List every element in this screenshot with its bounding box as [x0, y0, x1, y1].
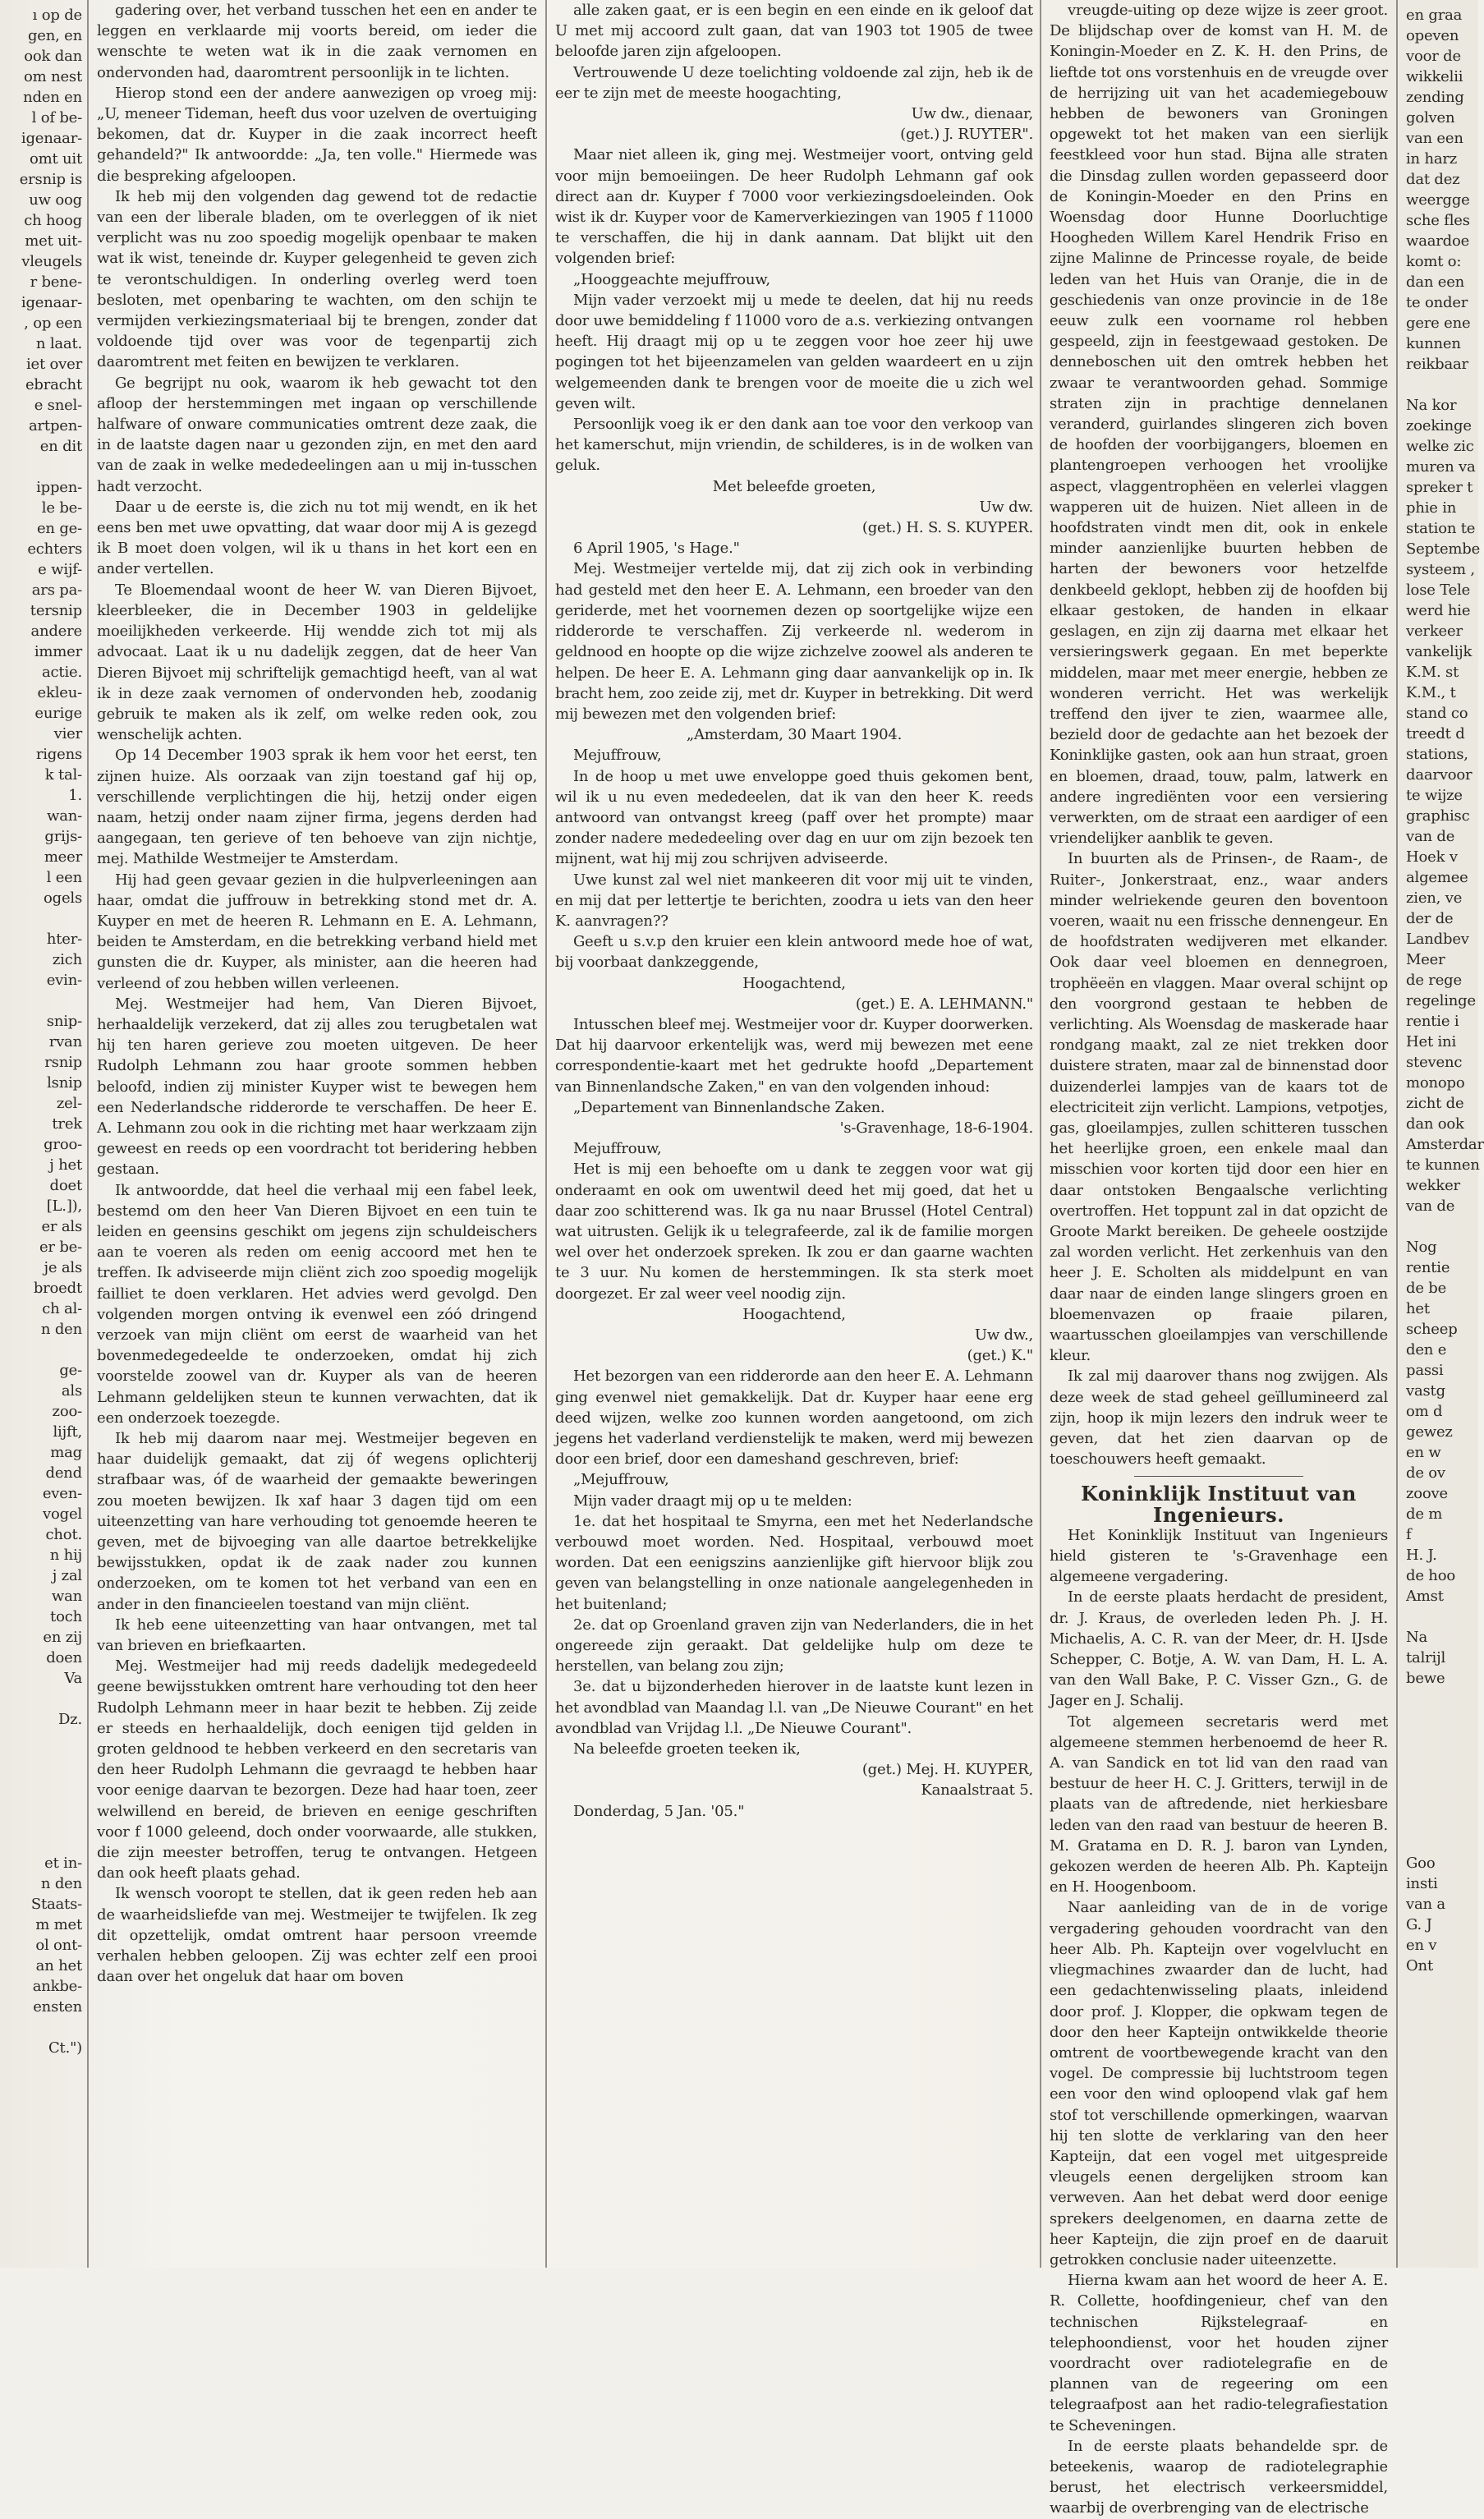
edge-text-fragment: l een: [46, 869, 82, 886]
edge-text-fragment: dan ook: [1406, 1115, 1464, 1133]
article-paragraph: Te Bloemendaal woont de heer W. van Dieren Bijvoet, kleerbleeker, die in December 1903 in geldelijke moeilijkheden verkeerde. Hij wendde zich tot mij als advocaat. Laat ik u nu dadelijk zeggen, dat de heer Van Dieren Bijvoet mij schriftelijk gemachtigd heeft, van al wat ik in deze zaak vernomen of ondervonden heb, zoodanig gebruik te maken als ik zelf, om welke reden ook, zou wenschelijk achten.: [97, 581, 537, 744]
article-paragraph: Daar u de eerste is, die zich nu tot mij wendt, en ik het eens ben met uwe opvatting, dat waar door mij A is gezegd ik B moet doen volgen, wil ik u thans in het kort een en ander vertellen.: [97, 498, 537, 578]
article-paragraph: In de hoop u met uwe enveloppe goed thuis gekomen bent, wil ik u nu even mededeelen, dat ik van den heer K. reeds antwoord van ontvangst kreeg (paff over het prompte) maar zonder nadere mededeeling over dag en uur om zijn bezoek ten mijnent, wat hij mij zou schrijven adviseerde.: [555, 767, 1033, 868]
edge-text-fragment: vankelijk: [1406, 643, 1473, 660]
edge-text-fragment: werd hie: [1406, 602, 1471, 619]
edge-text-fragment: broedt: [33, 1280, 82, 1297]
edge-text-fragment: met uit-: [25, 232, 82, 250]
edge-text-fragment: groo-: [44, 1136, 82, 1153]
edge-text-fragment: [0, 1791, 82, 1812]
signature-line: (get.) K.": [967, 1347, 1033, 1365]
article-paragraph: Ik antwoordde, dat heel die verhaal mij een fabel leek, bestemd om den heer Van Dieren Bijvoet en een tuin te leiden en geensins geschikt om jegens zijn schuldeischers aan te voeren als reden om eenig accoord met hen te treffen. Ik adviseerde mijn cliënt zich zoo spoedig mogelijk failliet te doen verklaren. Het advies werd gevolgd. Den volgenden morgen ontving ik evenwel een zóó dringend verzoek van mijn cliënt om eerst de waarheid van het bovenmedegedeelde te onderzoeken, omdat hij zich voorstelde zoowel van dr. Kuyper als van de heeren Lehmann geldelijken steun te kunnen verwachten, dat ik een onderzoek toezegde.: [97, 1181, 537, 1427]
edge-text-fragment: er als: [41, 1218, 82, 1235]
edge-text-fragment: lsnip: [47, 1074, 82, 1092]
edge-text-fragment: k tal-: [44, 766, 82, 784]
article-column-2: [555, 0, 1033, 2268]
edge-text-fragment: van a: [1406, 1896, 1445, 1913]
edge-text-fragment: n den: [40, 1875, 82, 1892]
edge-text-fragment: ippen-: [36, 479, 82, 496]
edge-text-fragment: zich: [52, 951, 82, 968]
article-paragraph: Geeft u s.v.p den kruier een klein antwoord mede hoe of wat, bij voorbaat dankzeggende,: [555, 933, 1033, 972]
edge-text-fragment: igenaar-: [21, 294, 82, 311]
edge-text-fragment: en ge-: [36, 520, 82, 537]
edge-text-fragment: ensten: [33, 1998, 82, 2016]
edge-text-fragment: het: [1406, 1300, 1430, 1317]
edge-text-fragment: [1406, 1791, 1478, 1812]
article-paragraph: Persoonlijk voeg ik er den dank aan toe voor den verkoop van het kamerschut, mijn vriendin, de schilderes, is in de wolken van geluk.: [555, 416, 1033, 475]
edge-text-fragment: n hij: [49, 1547, 82, 1564]
article-paragraph: Het Koninklijk Instituut van Ingenieurs hield gisteren te 's-Gravenhage een algemeene vergadering.: [1050, 1526, 1388, 1586]
article-paragraph: Vertrouwende U deze toelichting voldoende zal zijn, heb ik de eer te zijn met de meeste hoogachting,: [555, 63, 1033, 102]
edge-text-fragment: gere ene: [1406, 315, 1471, 332]
column-rule: [1396, 0, 1398, 2268]
article-paragraph: vreugde-uiting op deze wijze is zeer groot. De blijdschap over de komst van H. M. de Koningin-Moeder en Z. K. H. den Prins, de lieftde tot ons vorstenhuis en de vreugde over de herrijzing uit van het academiegebouw hebben de bewoners van Groningen opgewekt tot het maken van een sierlijk feestkleed voor hun stad. Bijna alle straten die Dinsdag zullen worden gepasseerd door de Koningin-Moeder en den Prins en Woensdag door Hunne Doorluchtige Hoogheden Willem Karel Hendrik Friso en zijne Malinne de Princesse royale, de beide leden van het Huis van Oranje, die in de geschiedenis van onze provincie in de 18e eeuw zulk een voorname rol hebben gespeeld, zijn in feestgewaad gestoken. De denneboschen uit den omtrek hebben het zwaar te verantwoorden gehad. Sommige straten zijn in prachtige dennelanen veranderd, guirlandes slingeren zich boven de hoofden der voorbijgangers, bloemen en plantengroepen verhoogen het vroolijke aspect, vlaggentrophëen en velerlei vlaggen wapperen uit de huizen. Niet alleen in de hoofdstraten vindt men dit, ook in enkele minder aanzienlijke buurten hebben de harten der bewoners voor hetzelfde denkbeeld geklopt, hebben zij de hoofden bij elkaar gestoken, de handen in elkaar geslagen, en zijn zij daarna met elkaar het versieringswerk gegaan. En met beperkte middelen, maar met meer energie, hebben ze wonderen verricht. Het was werkelijk treffend den ijver te zien, waarmee alle, bezield door de gedachte aan het bezoek der Koninklijke gasten, ook aan hun straat, groen en bloemen, draad, touw, palm, latwerk en andere ingrediënten voor een versiering verwerkten, om de straat een aardiger of een vriendelijker aanblik te geven.: [1050, 2, 1388, 848]
article-paragraph: „Mejuffrouw,: [573, 1471, 669, 1489]
edge-text-fragment: zicht de: [1406, 1095, 1464, 1112]
column-rule: [545, 0, 547, 2268]
edge-text-fragment: ch hoog: [24, 212, 82, 229]
edge-text-fragment: doet: [49, 1177, 82, 1194]
article-paragraph: In buurten als de Prinsen-, de Raam-, de Ruiter-, Jonkerstraat, enz., waar anders minder welriekende geuren den boventoon voeren, waait nu een frissche dennengeur. En de hoofdstraten wedijveren met elkander. Ook daar veel bloemen en dennegroen, trophëeën en vlaggen. Maar overal schijnt op den voorgrond gestaan te hebben de verlichting. Als Woensdag de maskerade haar rondgang maakt, zal ze niet trekken door duistere straten, maar zal de binnenstad door duizenderlei lampjes van de kaars tot de electriciteit zijn verlicht. Lampions, vetpotjes, gas, gloeilampjes, zullen schitteren tusschen het heerlijke groen, een enkele maal dan misschien voor korten tijd door een hier en daar ontstoken Bengaalsche verlichting overtroffen. Het toppunt zal in dat opzicht de Groote Markt bereiken. De geheele oostzijde zal worden verlicht. Het zerkenhuis van den heer J. E. Scholten als middelpunt en van daar naar de einden lange slingers groen en bloemenvazen op fraaie pilaren, waartusschen gloeilampjes van verschillende kleur.: [1050, 850, 1388, 1365]
edge-text-fragment: de rege: [1406, 972, 1462, 989]
edge-text-fragment: le be-: [41, 499, 82, 517]
edge-text-fragment: 1.: [68, 787, 82, 804]
article-paragraph: Mej. Westmeijer had hem, Van Dieren Bijvoet, herhaaldelijk verzekerd, dat zij alles zou terugbetalen wat hij ten haren gerieve zou moeten uitgeven. De heer Rudolph Lehmann zou haar groote sommen hebben beloofd, indien zij minister Kuyper wist te bewegen hem een Nederlandsche ridderorde te verschaffen. De heer E. A. Lehmann zou ook in die richting met haar werkzaam zijn geweest en reeds op een voordracht tot beridering hebben gestaan.: [97, 995, 537, 1179]
article-paragraph: Mejuffrouw,: [573, 747, 662, 765]
edge-text-fragment: et in-: [44, 1855, 82, 1872]
signature-line: Kanaalstraat 5.: [921, 1781, 1033, 1800]
edge-text-fragment: monopo: [1406, 1074, 1465, 1092]
edge-text-fragment: m met: [35, 1916, 82, 1933]
edge-text-fragment: talrijl: [1406, 1649, 1446, 1666]
edge-text-fragment: de m: [1406, 1505, 1443, 1523]
edge-text-fragment: n den: [40, 1321, 82, 1338]
edge-text-fragment: Ont: [1406, 1957, 1433, 1974]
edge-text-fragment: rigens: [35, 746, 82, 763]
edge-text-fragment: scheep: [1406, 1321, 1458, 1338]
edge-text-fragment: en dit: [39, 438, 82, 455]
signature-line: Uw dw.: [979, 498, 1033, 516]
edge-text-fragment: muren va: [1406, 458, 1476, 476]
signature-line: Uw dw., dienaar,: [911, 105, 1033, 123]
edge-text-fragment: n laat.: [35, 335, 82, 352]
edge-text-fragment: treedt d: [1406, 725, 1465, 742]
heading-divider: [1134, 1476, 1303, 1477]
edge-text-fragment: om nest: [24, 68, 82, 85]
section-heading: Koninklijk Instituut van Ingenieurs.: [1081, 1482, 1357, 1527]
edge-text-fragment: ekleu-: [37, 684, 82, 701]
edge-text-fragment: an het: [35, 1957, 82, 1974]
edge-text-fragment: ogels: [43, 889, 82, 907]
signature-line: (get.) J. RUYTER".: [900, 126, 1033, 144]
edge-text-fragment: meer: [44, 848, 82, 866]
article-paragraph: 3e. dat u bijzonderheden hierover in de laatste kunt lezen in het avondblad van Maandag l.l. van „De Nieuwe Courant" en het avondblad van Vrijdag l.l. „De Nieuwe Courant".: [555, 1678, 1033, 1737]
edge-text-fragment: vier: [53, 725, 82, 742]
edge-text-fragment: evin-: [46, 972, 82, 989]
edge-text-fragment: actie.: [42, 664, 82, 681]
edge-text-fragment: graphisc: [1406, 807, 1470, 825]
edge-text-fragment: wan-: [46, 807, 82, 825]
article-paragraph: Na beleefde groeten teeken ik,: [573, 1740, 801, 1758]
edge-text-fragment: rentie: [1406, 1259, 1450, 1276]
article-paragraph: Het bezorgen van een ridderorde aan den heer E. A. Lehmann ging evenwel niet gemakkelijk. Dat dr. Kuyper haar eene erg deed wijzen, welke zoo kunnen worden aangetoond, om zich jegens het vaderland verdienstelijk te maken, werd mij bewezen door een brief, door een dameshand geschreven, brief:: [555, 1368, 1033, 1469]
edge-text-fragment: H. J.: [1406, 1547, 1437, 1564]
article-paragraph: Ge begrijpt nu ook, waarom ik heb gewacht tot den afloop der herstemmingen met ingaan op verschillende halfware of onware communicaties omtrent deze zaak, die in de laatste dagen naar u gezonden zijn, en met den aard van de zaak in welke mededeelingen aan u mij in-tusschen hadt verzocht.: [97, 374, 537, 495]
edge-text-fragment: zoove: [1406, 1485, 1448, 1502]
edge-text-fragment: e wijf-: [38, 561, 82, 578]
edge-text-fragment: zel-: [56, 1095, 82, 1112]
edge-text-fragment: grijs-: [44, 828, 82, 845]
signature-line: Uw dw.,: [974, 1326, 1033, 1344]
edge-text-fragment: , op een: [24, 315, 82, 332]
edge-text-fragment: verkeer: [1406, 623, 1463, 640]
edge-text-fragment: insti: [1406, 1875, 1438, 1892]
edge-text-fragment: [0, 457, 82, 477]
edge-text-fragment: iet over: [25, 356, 82, 373]
article-paragraph: Mej. Westmeijer vertelde mij, dat zij zich ook in verbinding had gesteld met den heer E. A. Lehmann, een broeder van den geriderde, met het voornemen dezen op soortgelijke wijze een ridderorde te verschaffen. Zij verkeerde nl. wederom in geldnood en hoopte op die wijze zichzelve zoowel als anderen te helpen. De heer E. A. Lehmann ging daar aanvankelijk op in. Ik bracht hem, zoo zeide zij, met dr. Kuyper in betrekking. Dit werd mij bewezen met den volgenden brief:: [555, 560, 1033, 723]
article-paragraph: 1e. dat het hospitaal te Smyrna, een met het Nederlandsche verbouwd moet worden. Ned. Hospitaal, verbouwd moet worden. Dat een eenigszins aanzienlijke gift hiervoor blijk zou geven van belangstelling in onze nationale aangelegenheden in het buitenland;: [555, 1512, 1033, 1613]
edge-text-fragment: [1406, 1771, 1478, 1791]
edge-text-fragment: igenaar-: [21, 130, 82, 147]
edge-text-fragment: van een: [1406, 130, 1463, 147]
article-paragraph: Intusschen bleef mej. Westmeijer voor dr. Kuyper doorwerken. Dat hij daarvoor erkentelijk was, werd mij bewezen met eene correspondentie-kaart met het gedrukte hoofd „Departement van Binnenlandsche Zaken," en van den volgenden inhoud:: [555, 1015, 1033, 1096]
article-paragraph: gadering over, het verband tusschen het een en ander te leggen en verklaarde mij voorts bereid, om ieder die wenschte te weten wat ik in die zaak vernomen en ondervonden had, daaromtrent persoonlijk in te lichten.: [97, 2, 537, 81]
centered-line: Hoogachtend,: [742, 974, 846, 992]
edge-text-fragment: der de: [1406, 910, 1454, 927]
edge-text-fragment: dend: [45, 1464, 82, 1482]
article-paragraph: In de eerste plaats herdacht de president, dr. J. Kraus, de overleden leden Ph. J. H. Michaelis, A. C. R. van der Meer, dr. H. IJsde Schepper, C. Botje, A. W. van Dam, H. L. A. van den Wall Bake, P. C. Visser Gzn., G. de Jager en J. Schalij.: [1050, 1588, 1388, 1710]
edge-text-fragment: K.M., t: [1406, 684, 1456, 701]
edge-text-fragment: spreker t: [1406, 479, 1473, 496]
right-edge-column-fragment: [1406, 0, 1484, 2273]
edge-text-fragment: ch al-: [42, 1300, 82, 1317]
column-rule: [87, 0, 89, 2268]
edge-text-fragment: K.M. st: [1406, 664, 1459, 681]
edge-text-fragment: immer: [34, 643, 82, 660]
edge-text-fragment: te wijze: [1406, 787, 1463, 804]
edge-text-fragment: doen: [46, 1649, 82, 1666]
edge-text-fragment: er be-: [39, 1239, 82, 1256]
article-paragraph: Naar aanleiding van de in de vorige vergadering gehouden voordracht van den heer Alb. Ph. Kapteijn over vogelvlucht en vliegmachines zwaarder dan de lucht, had een gedachtenwisseling plaats, inleidend door prof. J. Klopper, die opkwam tegen de door den heer Kapteijn ontwikkelde theorie omtrent de voortbewegende kracht van den vogel. De compressie bij luchtstroom tegen een voor den wind oploopend vlak gaf hem stof tot verschillende opmerkingen, waarvan hij ten slotte de verklaring van den heer Kapteijn, dat een vogel met uitgespreide vleugels eenen dergelijken stroom kan verweven. Aan het debat werd door eenige sprekers deelgenomen, en daarna zette de heer Kapteijn, die zijn proef en de daaruit getrokken conclusie nader uiteenzette.: [1050, 1899, 1388, 2268]
edge-text-fragment: ı op de: [32, 7, 82, 24]
article-paragraph: Hij had geen gevaar gezien in die hulpverleeningen aan haar, omdat die juffrouw in betrekking stond met dr. A. Kuyper en met de heeren R. Lehmann en E. A. Lehmann, beiden te Amsterdam, en die betrekking verband hield met gunsten die dr. Kuyper, als minister, aan die heeren had verleend of zou hebben willen verleenen.: [97, 871, 537, 992]
edge-text-fragment: stevenc: [1406, 1054, 1463, 1071]
edge-text-fragment: [0, 1689, 82, 1709]
article-paragraph: In de eerste plaats behandelde spr. de beteekenis, waarop de radiotelegraphie berust, het electrisch verkeersmiddel, waarbij de overbrenging van de electrische: [1050, 2437, 1388, 2517]
edge-text-fragment: systeem ,: [1406, 561, 1475, 578]
edge-text-fragment: hter-: [46, 931, 82, 948]
edge-text-fragment: ersnip is: [19, 171, 82, 188]
edge-text-fragment: Ct."): [48, 2039, 82, 2057]
edge-text-fragment: gen, en: [27, 27, 82, 44]
edge-text-fragment: ars pa-: [31, 581, 82, 599]
edge-text-fragment: lijft,: [53, 1423, 82, 1441]
centered-line: Met beleefde groeten,: [712, 477, 876, 495]
article-paragraph: Hierna kwam aan het woord de heer A. E. R. Collette, hoofdingenieur, chef van den technischen Rijkstelegraaf- en telephoondienst, voor het houden zijner voordracht over radiotelegrafie en de plannen van de regeering om een telegraafpost aan het radio-telegrafiestation te Scheveningen.: [1050, 2272, 1388, 2434]
edge-text-fragment: snip-: [46, 1013, 82, 1030]
edge-text-fragment: [1406, 1689, 1478, 1709]
edge-text-fragment: van de: [1406, 828, 1455, 845]
edge-text-fragment: dat dez: [1406, 171, 1460, 188]
edge-text-fragment: te onder: [1406, 294, 1468, 311]
article-paragraph: Hierop stond een der andere aanwezigen op vroeg mij: „U, meneer Tideman, heeft dus voor uzelven de overtuiging bekomen, dat dr. Kuyper in die zaak incorrect heeft gehandeld?" Ik antwoordde: „Ja, ten volle." Hiermede was die bespreking afgeloopen.: [97, 84, 537, 185]
edge-text-fragment: den e: [1406, 1341, 1447, 1358]
edge-text-fragment: [0, 991, 82, 1011]
signature-line: 's-Gravenhage, 18-6-1904.: [839, 1119, 1033, 1137]
edge-text-fragment: uw oog: [29, 191, 82, 209]
edge-text-fragment: Goo: [1406, 1855, 1436, 1872]
edge-text-fragment: Staats-: [30, 1896, 82, 1913]
edge-text-fragment: de ov: [1406, 1464, 1445, 1482]
edge-text-fragment: vleugels: [21, 253, 82, 270]
edge-text-fragment: rentie i: [1406, 1013, 1459, 1030]
article-paragraph: Tot algemeen secretaris werd met algemeene stemmen herbenoemd de heer R. A. van Sandick en tot lid van den raad van bestuur de heer H. C. J. Gritters, terwijl in de plaats van de aftredende, niet herkiesbare leden van den raad van bestuur de heeren B. M. Gratama en D. R. J. baron van Lynden, gekozen werden de heeren Alb. Ph. Kapteijn en H. Hoogenboom.: [1050, 1712, 1388, 1896]
edge-text-fragment: station te: [1406, 520, 1476, 537]
edge-text-fragment: [0, 1771, 82, 1791]
edge-text-fragment: stand co: [1406, 705, 1468, 722]
column-rule: [1040, 0, 1041, 2268]
edge-text-fragment: Landbev: [1406, 931, 1469, 948]
edge-text-fragment: tersnip: [30, 602, 82, 619]
edge-text-fragment: [1406, 1730, 1478, 1750]
edge-text-fragment: Het ini: [1406, 1033, 1457, 1050]
edge-text-fragment: en w: [1406, 1444, 1441, 1461]
edge-text-fragment: l of be-: [31, 109, 82, 126]
edge-text-fragment: reikbaar: [1406, 356, 1468, 373]
edge-text-fragment: zoekinge: [1406, 417, 1472, 434]
edge-text-fragment: passi: [1406, 1362, 1444, 1379]
edge-text-fragment: eurige: [34, 705, 82, 722]
article-paragraph: Op 14 December 1903 sprak ik hem voor het eerst, ten zijnen huize. Als oorzaak van zijn toestand gaf hij op, verschillende verplichtingen die hij, hetzij onder eigen naam, hetzij onder naam zijner firma, jegens derden had aangegaan, ten gerieve of ten behoeve van zijn nichtje, mej. Mathilde Westmeijer te Amsterdam.: [97, 747, 537, 868]
edge-text-fragment: j zal: [52, 1567, 82, 1584]
article-paragraph: Ik heb eene uiteenzetting van haar ontvangen, met tal van brieven en briefkaarten.: [97, 1616, 537, 1655]
edge-text-fragment: [L.]),: [46, 1197, 82, 1215]
edge-text-fragment: G. J: [1406, 1916, 1432, 1933]
edge-text-fragment: zoo-: [52, 1403, 82, 1420]
edge-text-fragment: je als: [44, 1259, 82, 1276]
edge-text-fragment: kunnen: [1406, 335, 1461, 352]
edge-text-fragment: daarvoor: [1406, 766, 1473, 784]
edge-text-fragment: ge-: [59, 1362, 82, 1379]
edge-text-fragment: de be: [1406, 1280, 1447, 1297]
article-paragraph: Ik wensch vooropt te stellen, dat ik geen reden heb aan de waarheidsliefde van mej. Westmeijer te twijfelen. Ik zeg dit opzettelijk, omdat omtrent haar persoon vreemde verhalen hebben geloopen. Zij was echter zelf een prooi daan over het ongeluk dat haar om boven: [97, 1885, 537, 1986]
article-paragraph: Ik heb mij den volgenden dag gewend tot de redactie van een der liberale bladen, om te overleggen of ik niet verplicht was nu zoo spoedig mogelijk openbaar te maken wat ik wist, teneinde dr. Kuyper gelegenheid te geven zich te verontschuldigen. In onderling overleg werd toen besloten, met openbaring te wachten, om den schijn te vermijden verkiezingsmateriaal bij te brengen, zonder dat voldoende tijd over was voor de tegenpartij zich daaromtrent met feiten en bewijzen te verklaren.: [97, 187, 537, 371]
article-paragraph: Maar niet alleen ik, ging mej. Westmeijer voort, ontving geld voor mijn bemoeiingen. De heer Rudolph Lehmann gaf ook direct aan dr. Kuyper f 7000 voor verkiezingsdoeleinden. Ook wist ik dr. Kuyper voor de Kamerverkiezingen van 1905 f 11000 te verschaffen, die hij in dank aannam. Dat blijkt uit den volgenden brief:: [555, 146, 1033, 268]
edge-text-fragment: e snel-: [34, 397, 82, 414]
edge-text-fragment: [0, 1812, 82, 1832]
edge-text-fragment: Meer: [1406, 951, 1445, 968]
edge-text-fragment: vogel: [43, 1505, 82, 1523]
article-paragraph: Ik heb mij daarom naar mej. Westmeijer begeven en haar duidelijk gemaakt, dat zij óf wegens oplichterij strafbaar was, óf de waarheid der gemaakte beweringen zou moeten bewijzen. Ik xaf haar 3 dagen tijd om een uiteenzetting van hare verhouding tot genoemde heeren te geven, met de bijvoeging van alle daartoe betrekkelijke bewijsstukken, opdat ik de zaak nader zou kunnen onderzoeken, om te komen tot het verband van een en ander in den financieelen toestand van mijn cliënt.: [97, 1430, 537, 1613]
edge-text-fragment: weergge: [1406, 191, 1470, 209]
edge-text-fragment: stations,: [1406, 746, 1468, 763]
signature-line: (get.) Mej. H. KUYPER,: [861, 1761, 1033, 1779]
article-paragraph: Het is mij een behoefte om u dank te zeggen voor wat gij onderaamt en ook om uwentwil deed het mij goed, dat het u daar zoo schitterend was. Ik ga nu naar Brussel (Hotel Central) wat uitrusten. Gelijk ik u telegrafeerde, zal ik de familie morgen wel over het onderzoek spreken. Ik zou er dan gaarne wachten te 3 uur. Nu komen de herstemmingen. Ik sta sterk moet doorgezet. Er zal weer veel noodig zijn.: [555, 1161, 1033, 1303]
article-paragraph: Mejuffrouw,: [573, 1140, 662, 1158]
edge-text-fragment: [0, 1832, 82, 1853]
edge-text-fragment: Amsterdar: [1406, 1136, 1484, 1153]
edge-text-fragment: [1406, 1607, 1478, 1627]
edge-text-fragment: rvan: [48, 1033, 82, 1050]
edge-text-fragment: ankbe-: [32, 1978, 82, 1995]
article-paragraph: Mijn vader verzoekt mij u mede te deelen, dat hij nu reeds door uwe bemiddeling f 11000 voro de a.s. verkiezing ontvangen heeft. Hij draagt mij op u te zeggen voor hoe zeer hij uwe pogingen tot het bijeenzamelen van gelden waardeert en u zijn welgemeenden dank te brengen voor de moeite die u zich wel geven wilt.: [555, 291, 1033, 412]
edge-text-fragment: dan een: [1406, 274, 1465, 291]
edge-text-fragment: echters: [27, 540, 82, 558]
article-paragraph: Uwe kunst zal wel niet mankeeren dit voor mij uit te vinden, en mij dat per lettertje te berichten, zoodra u iets van den heer K. aanvragen??: [555, 871, 1033, 930]
article-paragraph: 6 April 1905, 's Hage.": [573, 540, 740, 558]
article-paragraph: „Hooggeachte mejuffrouw,: [573, 270, 770, 288]
edge-text-fragment: om d: [1406, 1403, 1443, 1420]
edge-text-fragment: phie in: [1406, 499, 1457, 517]
edge-text-fragment: zien, ve: [1406, 889, 1463, 907]
edge-text-fragment: voor de: [1406, 48, 1461, 65]
edge-text-fragment: in harz: [1406, 150, 1458, 168]
edge-text-fragment: als: [61, 1382, 82, 1400]
edge-text-fragment: [0, 2017, 82, 2038]
edge-text-fragment: chot.: [45, 1526, 82, 1543]
edge-text-fragment: sche fles: [1406, 212, 1470, 229]
edge-text-fragment: Amst: [1406, 1588, 1444, 1605]
edge-text-fragment: zending: [1406, 89, 1464, 106]
edge-text-fragment: te kunnen: [1406, 1156, 1480, 1174]
edge-text-fragment: [1406, 1709, 1478, 1730]
signature-line: (get.) H. S. S. KUYPER.: [861, 519, 1033, 537]
edge-text-fragment: [1406, 1812, 1478, 1832]
edge-text-fragment: opeven: [1406, 27, 1459, 44]
edge-text-fragment: golven: [1406, 109, 1455, 126]
edge-text-fragment: van de: [1406, 1197, 1455, 1215]
edge-text-fragment: regelinge: [1406, 992, 1476, 1009]
signature-line: (get.) E. A. LEHMANN.": [855, 995, 1033, 1013]
edge-text-fragment: toch: [50, 1608, 82, 1625]
edge-text-fragment: lose Tele: [1406, 581, 1471, 599]
article-column-3: [1050, 0, 1388, 2517]
edge-text-fragment: Na kor: [1406, 397, 1457, 414]
edge-text-fragment: wikkelii: [1406, 68, 1463, 85]
edge-text-fragment: wan: [51, 1588, 82, 1605]
edge-text-fragment: wekker: [1406, 1177, 1460, 1194]
edge-text-fragment: vastg: [1406, 1382, 1445, 1400]
article-paragraph: Mej. Westmeijer had mij reeds dadelijk medegedeeld geene bewijsstukken omtrent hare verhouding tot den heer Rudolph Lehmann meer in haar bezit te hebben. Zij zeide er steeds en herhaaldelijk, doch eenigen tijd gelden in groten geldnood te hebben verkeerd en den secretaris van den heer Rudolph Lehmann die gevraagd te hebben haar voor eenige daarvan te bezorgen. Deze had haar toen, zeer welwillend en bereid, de brieven en eenige geschriften voor f 1000 geleend, doch onder voorwaarde, alle stukken, die zijn meester betroffen, terug te ontvangen. Hetgeen dan ook heeft plaats gehad.: [97, 1657, 537, 1882]
edge-text-fragment: andere: [30, 623, 82, 640]
edge-text-fragment: Dz.: [57, 1711, 82, 1728]
edge-text-fragment: [0, 1340, 82, 1360]
edge-text-fragment: Septembe: [1406, 540, 1481, 558]
edge-text-fragment: trek: [52, 1115, 82, 1133]
edge-text-fragment: [0, 1730, 82, 1750]
edge-text-fragment: en v: [1406, 1937, 1437, 1954]
article-paragraph: Ik zal mij daarover thans nog zwijgen. Als deze week de stad geheel geïllumineerd zal zijn, hoop ik mijn lezers den indruk weer te geven, dat het zien daarvan op de toeschouwers heeft gemaakt.: [1050, 1368, 1388, 1469]
edge-text-fragment: en graa: [1406, 7, 1463, 24]
edge-text-fragment: algemee: [1406, 869, 1468, 886]
article-paragraph: alle zaken gaat, er is een begin en een einde en ik geloof dat U met mij accoord zult gaan, dat van 1903 tot 1905 de twee beloofde jaren zijn afgeloopen.: [555, 2, 1033, 61]
article-paragraph: „Departement van Binnenlandsche Zaken.: [573, 1098, 885, 1116]
edge-text-fragment: Na: [1406, 1629, 1428, 1646]
edge-text-fragment: ol ont-: [35, 1937, 82, 1954]
edge-text-fragment: even-: [42, 1485, 82, 1502]
edge-text-fragment: [1406, 1832, 1478, 1853]
centered-line: Hoogachtend,: [742, 1305, 846, 1323]
edge-text-fragment: de hoo: [1406, 1567, 1455, 1584]
edge-text-fragment: mag: [50, 1444, 82, 1461]
edge-text-fragment: [0, 908, 82, 929]
edge-text-fragment: ebracht: [25, 376, 82, 393]
article-paragraph: Donderdag, 5 Jan. '05.": [573, 1802, 745, 1820]
edge-text-fragment: Va: [64, 1670, 82, 1687]
edge-text-fragment: Nog: [1406, 1239, 1437, 1256]
left-edge-column-fragment: [0, 0, 82, 2273]
edge-text-fragment: [1406, 1216, 1478, 1237]
edge-text-fragment: ook dan: [24, 48, 82, 65]
edge-text-fragment: artpen-: [28, 417, 82, 434]
edge-text-fragment: rsnip: [44, 1054, 82, 1071]
edge-text-fragment: bewe: [1406, 1670, 1445, 1687]
edge-text-fragment: Hoek v: [1406, 848, 1458, 866]
edge-text-fragment: welke zic: [1406, 438, 1474, 455]
edge-text-fragment: en zij: [43, 1629, 82, 1646]
centered-line: „Amsterdam, 30 Maart 1904.: [686, 726, 903, 744]
article-paragraph: Mijn vader draagt mij op u te melden:: [573, 1492, 852, 1510]
edge-text-fragment: f: [1406, 1526, 1412, 1543]
edge-text-fragment: nden en: [23, 89, 82, 106]
edge-text-fragment: [1406, 375, 1478, 395]
edge-text-fragment: r bene-: [30, 274, 82, 291]
article-paragraph: 2e. dat op Groenland graven zijn van Nederlanders, die in het ongereede zijn geraakt. Dat geldelijke hulp om deze te herstellen, van belang zou zijn;: [555, 1616, 1033, 1676]
edge-text-fragment: omt uit: [29, 150, 82, 168]
edge-text-fragment: [0, 1750, 82, 1771]
edge-text-fragment: waardoe: [1406, 232, 1470, 250]
edge-text-fragment: j het: [49, 1156, 82, 1174]
edge-text-fragment: gewez: [1406, 1423, 1453, 1441]
edge-text-fragment: [1406, 1750, 1478, 1771]
edge-text-fragment: komt o:: [1406, 253, 1462, 270]
article-column-1: [97, 0, 537, 2268]
